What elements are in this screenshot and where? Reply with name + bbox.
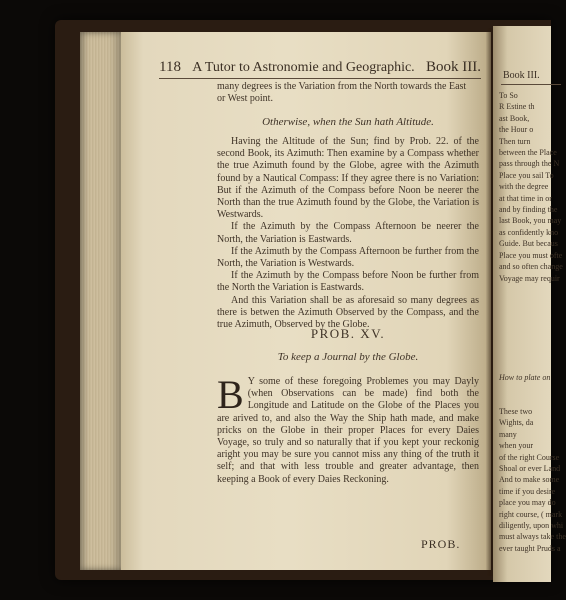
right-page-text-b: [499, 406, 566, 554]
variation-paragraphs: [217, 136, 479, 331]
continued-text: [217, 81, 479, 105]
journal-paragraph: [217, 372, 479, 486]
drop-cap: B: [217, 372, 244, 417]
text-line: ast Book,: [499, 113, 530, 123]
text-line: as confidently kno: [499, 227, 559, 237]
running-title: A Tutor to Astronomie and Geographic.: [192, 60, 415, 75]
text-line: time if you desire: [499, 486, 556, 496]
text-line: and so often change: [499, 262, 563, 272]
text-line: or West point.: [217, 93, 273, 105]
text-line: many degrees is the Variation from the North towards the East: [217, 81, 467, 92]
paragraph: If the Azimuth by the Compass Afternoon be further from the North, the Variation is Westwards.: [217, 245, 479, 270]
text-line: right course, ( mark: [499, 509, 563, 519]
paragraph: And this Variation shall be as aforesaid so many degrees as there is betwen the Azimuth Observed by the Compass, and the true Azimuth, Observed by the Globe.: [217, 294, 479, 331]
text-line: pass through the N: [499, 159, 560, 169]
header-rule: [159, 78, 481, 79]
paragraph: Having the Altitude of the Sun; find by Prob. 22. of the second Book, its Azimuth: Then examine by a Compass whether the true Azimuth found by the Globe, agree with the Azimuth found by a Nautical Compass: If they agree there is no Variation: But if the Azimuth of the Compass before Noon be neerer the North than the true Azimuth found by the Globe, the Variation is Westwards.: [217, 136, 479, 221]
right-page-heading: How to plate on: [499, 373, 551, 382]
text-line: ever taught Pruds a: [499, 543, 561, 553]
section-heading-otherwise: Otherwise, when the Sun hath Altitude.: [262, 116, 434, 128]
right-page: [493, 26, 566, 582]
text-line: when your: [499, 441, 533, 451]
running-head: [159, 58, 481, 77]
right-page-header: Book III.: [503, 70, 540, 81]
left-page: [121, 32, 491, 570]
paragraph: If the Azimuth by the Compass Afternoon be neerer the North, the Variation is Eastwards.: [217, 221, 479, 245]
text-line: These two: [499, 407, 533, 416]
text-line: with the degree: [499, 182, 549, 192]
right-header-rule: [501, 84, 561, 85]
right-page-text-a: [499, 90, 563, 284]
text-line: Voyage may requir: [499, 273, 560, 283]
catchword: PROB.: [421, 537, 461, 551]
text-line: Place you must ofte: [499, 250, 563, 260]
text-line: many: [499, 429, 517, 439]
text-line: And to make some: [499, 475, 560, 485]
text-line: Shoal or ever Land: [499, 464, 561, 474]
text-line: Then turn: [499, 136, 531, 146]
text-line: of the right Course: [499, 452, 560, 462]
journal-text: Y some of these foregoing Problemes you may Dayly (when Observations can be made) find both the Longitude and Latitude on the Globe of the Places you are arived to, and also the Way the Ship hath made, and make pricks on the Globe in their proper Places for every Daies Voyage, so truly and so naturally that if you kept your reckonig aright you may be sure you cannot miss any thing of the truth it self; and that with less trouble and greater advantage, then keeping a Book of every Daies Reckoning.: [217, 376, 479, 485]
page-number: 118: [159, 59, 181, 75]
text-line: must always take the: [499, 532, 566, 542]
text-line: diligently, upon whi: [499, 521, 564, 531]
text-line: and by finding the: [499, 205, 558, 215]
text-line: R Estine th: [499, 102, 535, 112]
text-line: the Hour o: [499, 125, 534, 135]
text-line: To So: [499, 91, 518, 100]
page-edges: [80, 32, 122, 570]
text-line: at that time in or: [499, 193, 552, 203]
text-line: last Book, you may: [499, 216, 562, 226]
journal-heading: To keep a Journal by the Globe.: [277, 351, 419, 363]
paragraph: If the Azimuth by the Compass before Noon be further from the North the Variation is Eastwards.: [217, 270, 479, 294]
text-line: Wights, da: [499, 418, 534, 428]
text-line: Guide. But becaus: [499, 239, 558, 249]
text-line: between the Place: [499, 148, 557, 158]
text-line: place you may do: [499, 498, 556, 508]
text-line: Place you sail To: [499, 170, 554, 180]
book-label: Book III.: [425, 59, 481, 75]
problem-heading: PROB. XV.: [310, 326, 386, 341]
